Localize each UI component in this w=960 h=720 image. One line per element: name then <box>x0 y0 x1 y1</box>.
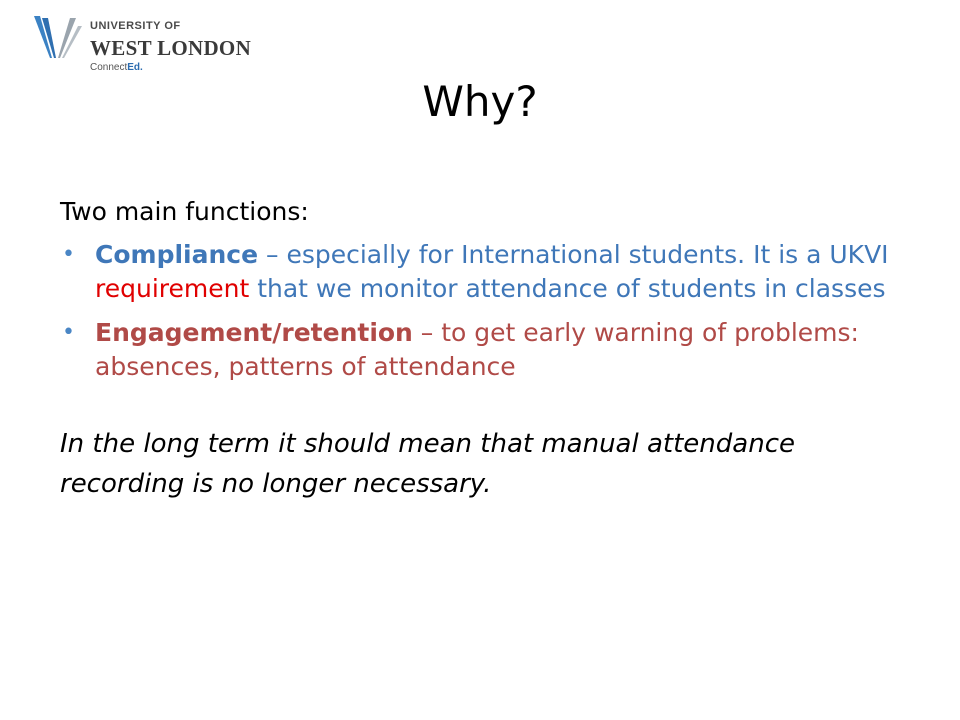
logo-wings-icon <box>30 12 84 66</box>
logo-line-3: ConnectEd. <box>90 62 143 73</box>
bullet-compliance: • Compliance – especially for International students. It is a UKVI requirement that we monitor attendance of students in classes <box>62 240 889 303</box>
slide-body <box>60 192 900 504</box>
bullet-icon: • <box>62 320 75 345</box>
bullet-heading: Compliance <box>95 240 259 269</box>
bullet-list <box>60 238 900 384</box>
highlight-text: requirement <box>95 274 250 303</box>
bullet-engagement: • Engagement/retention – to get early warning of problems: absences, patterns of attendance <box>62 318 859 381</box>
logo-line-2: WEST LONDON <box>90 36 252 60</box>
intro-text: Two main functions: <box>60 197 309 226</box>
closing-statement: In the long term it should mean that manual attendance recording is no longer necessary. <box>60 429 795 499</box>
university-logo <box>30 10 270 73</box>
bullet-heading: Engagement/retention <box>95 318 413 347</box>
slide-title: Why? <box>422 77 538 126</box>
logo-line-1: UNIVERSITY OF <box>90 20 181 32</box>
bullet-icon: • <box>62 242 75 267</box>
